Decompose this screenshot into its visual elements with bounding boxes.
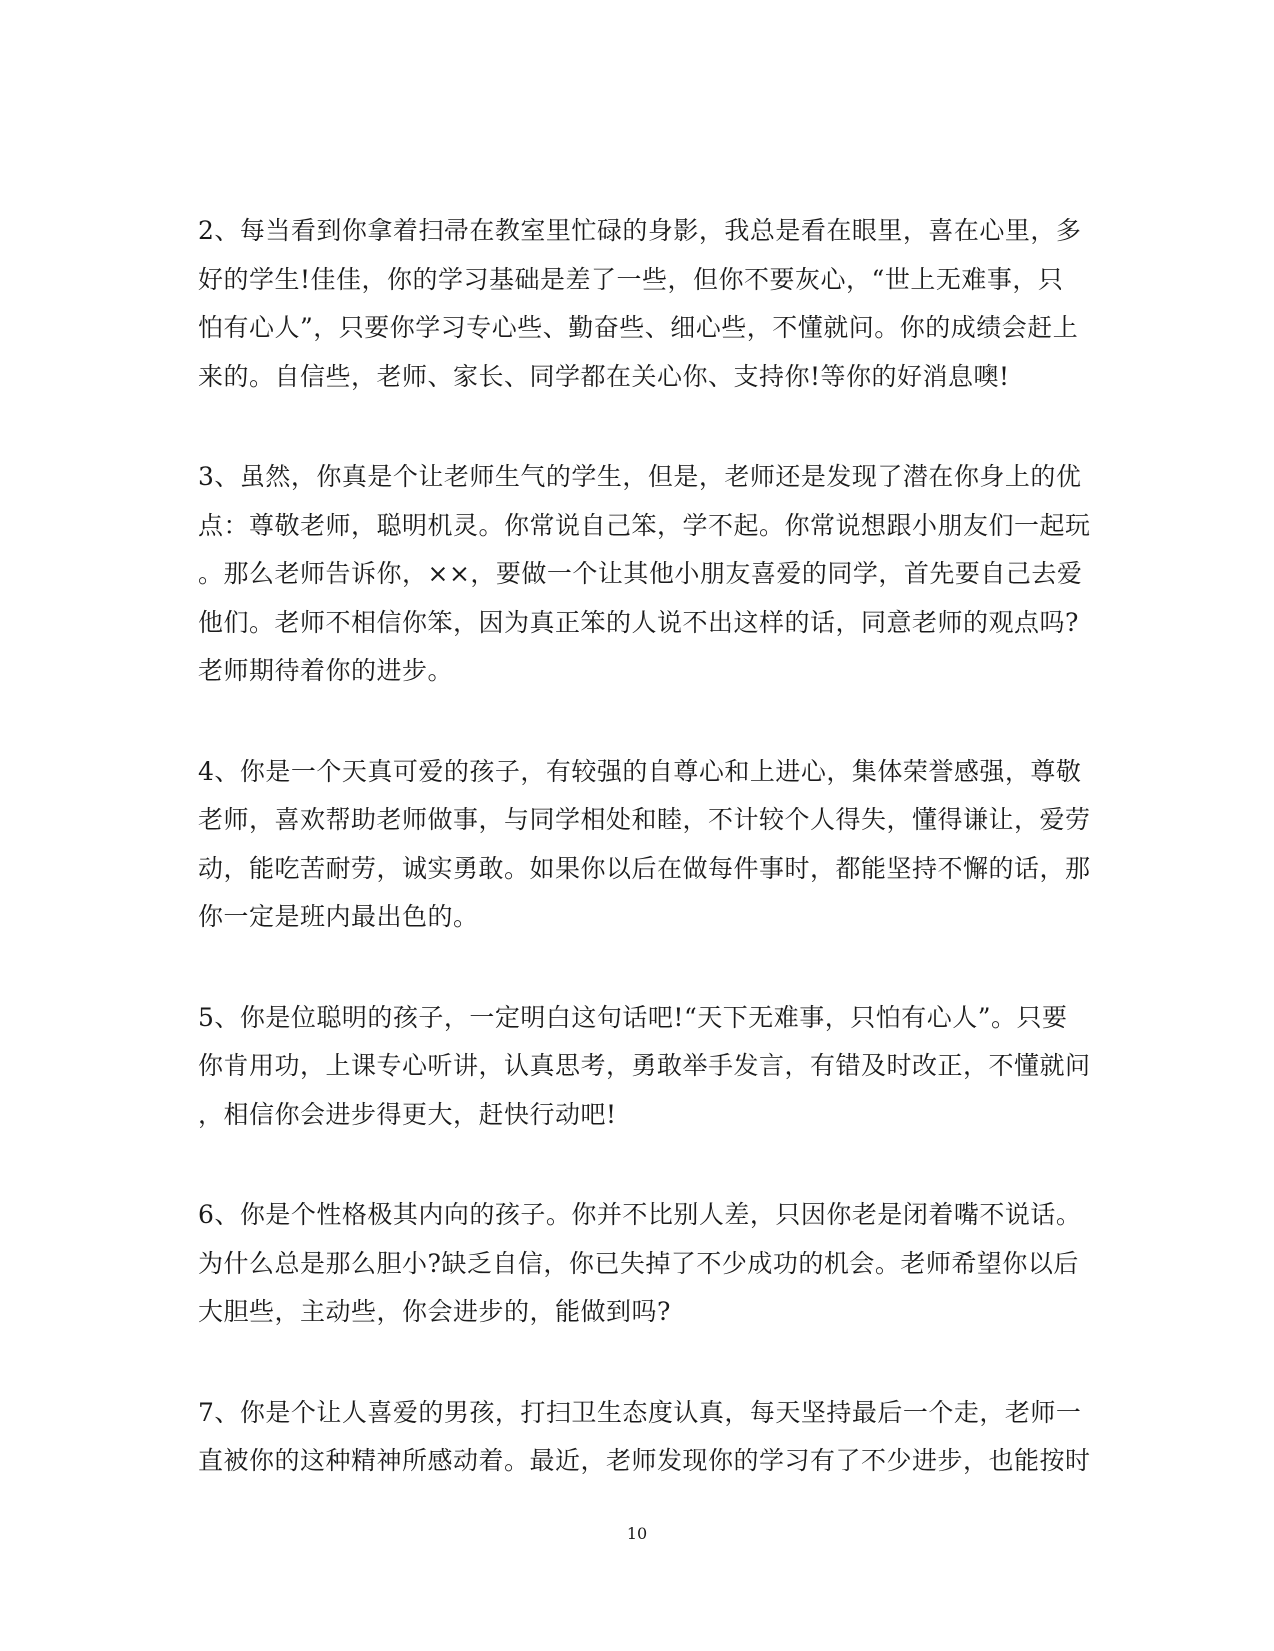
paragraph-7	[198, 1389, 1091, 1486]
text-line: ，相信你会进步得更大，赶快行动吧!	[198, 1099, 617, 1129]
paragraph-2	[198, 207, 1082, 401]
text-line: 你肯用功，上课专心听讲，认真思考，勇敢举手发言，有错及时改正，不懂就问	[198, 1051, 1091, 1080]
text-line: 3、虽然，你真是个让老师生气的学生，但是，老师还是发现了潜在你身上的优	[198, 462, 1082, 491]
text-line: 2、每当看到你拿着扫帚在教室里忙碌的身影，我总是看在眼里，喜在心里，多	[198, 216, 1082, 245]
text-line: 直被你的这种精神所感动着。最近，老师发现你的学习有了不少进步，也能按时	[198, 1446, 1091, 1475]
document-body	[198, 207, 1091, 1538]
text-line: 来的。自信些，老师、家长、同学都在关心你、支持你!等你的好消息噢!	[198, 361, 1010, 391]
text-line: 怕有心人”，只要你学习专心些、勤奋些、细心些，不懂就问。你的成绩会赶上	[198, 313, 1079, 342]
text-line: 他们。老师不相信你笨，因为真正笨的人说不出这样的话，同意老师的观点吗?	[198, 607, 1079, 637]
text-line: 老师，喜欢帮助老师做事，与同学相处和睦，不计较个人得失，懂得谦让，爱劳	[198, 805, 1091, 834]
text-line: 好的学生!佳佳，你的学习基础是差了一些，但你不要灰心，“世上无难事，只	[198, 264, 1064, 294]
paragraph-6	[198, 1191, 1082, 1337]
text-line: 为什么总是那么胆小?缺乏自信，你已失掉了不少成功的机会。老师希望你以后	[198, 1248, 1079, 1278]
text-line: 大胆些，主动些，你会进步的，能做到吗?	[198, 1297, 671, 1326]
text-line: 动，能吃苦耐劳，诚实勇敢。如果你以后在做每件事时，都能坚持不懈的话，那	[198, 853, 1091, 883]
paragraph-3	[198, 453, 1091, 696]
paragraph-4	[198, 748, 1091, 942]
text-line: 点：尊敬老师，聪明机灵。你常说自己笨，学不起。你常说想跟小朋友们一起玩	[198, 510, 1091, 540]
text-line: 老师期待着你的进步。	[198, 656, 454, 685]
page-number: 10	[626, 1524, 648, 1543]
text-line: 6、你是个性格极其内向的孩子。你并不比别人差，只因你老是闭着嘴不说话。	[198, 1200, 1082, 1229]
text-line: 4、你是一个天真可爱的孩子，有较强的自尊心和上进心，集体荣誉感强，尊敬	[198, 756, 1082, 786]
text-line: 5、你是位聪明的孩子，一定明白这句话吧!“天下无难事，只怕有心人”。只要	[198, 1002, 1068, 1032]
text-line: 。那么老师告诉你，××，要做一个让其他小朋友喜爱的同学，首先要自己去爱	[198, 559, 1083, 588]
text-line: 7、你是个让人喜爱的男孩，打扫卫生态度认真，每天坚持最后一个走，老师一	[198, 1397, 1082, 1427]
paragraph-5	[198, 994, 1091, 1140]
text-line: 你一定是班内最出色的。	[198, 902, 479, 931]
